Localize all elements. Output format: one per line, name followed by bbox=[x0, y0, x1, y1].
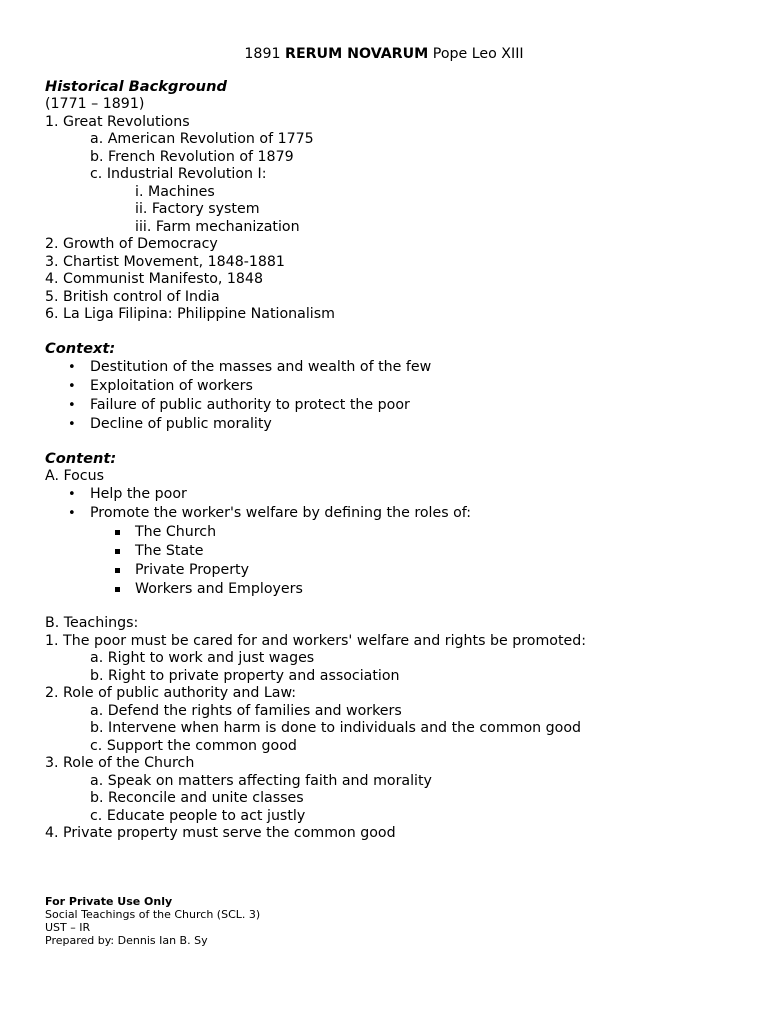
title-author: Pope Leo XIII bbox=[432, 46, 524, 62]
footer-institution: UST – IR bbox=[45, 921, 91, 934]
context-list bbox=[45, 358, 745, 434]
history-item: 5. British control of India bbox=[45, 288, 220, 305]
teaching-subitem: a. Defend the rights of families and workers bbox=[90, 702, 402, 719]
square-bullet-icon bbox=[115, 568, 120, 573]
content-heading: Content: bbox=[45, 449, 117, 467]
teaching-subitem: a. Speak on matters affecting faith and morality bbox=[90, 772, 432, 789]
history-subitem: b. French Revolution of 1879 bbox=[90, 148, 294, 165]
teaching-item: 3. Role of the Church bbox=[45, 755, 195, 771]
focus-bullet: • Help the poor bbox=[68, 486, 187, 502]
teaching-item: 4. Private property must serve the common good bbox=[45, 825, 396, 841]
focus-label: A. Focus bbox=[45, 467, 104, 484]
context-bullet: • Exploitation of workers bbox=[68, 377, 253, 394]
bullet-icon: • bbox=[68, 359, 76, 375]
history-subitem: c. Industrial Revolution I: bbox=[90, 166, 267, 182]
title-year: 1891 bbox=[244, 46, 281, 62]
context-heading: Context: bbox=[45, 339, 116, 357]
historical-period: (1771 – 1891) bbox=[45, 96, 145, 112]
square-bullet-icon bbox=[115, 530, 120, 535]
bullet-icon: • bbox=[68, 397, 76, 413]
footer-course: Social Teachings of the Church (SCL. 3) bbox=[45, 908, 261, 921]
document-page bbox=[45, 44, 745, 843]
document-footer bbox=[45, 895, 260, 947]
history-item: 6. La Liga Filipina: Philippine Nationalism bbox=[45, 306, 335, 322]
historical-background-heading: Historical Background bbox=[45, 78, 227, 95]
document-title bbox=[0, 44, 768, 64]
bullet-icon: • bbox=[68, 416, 76, 432]
bullet-icon: • bbox=[68, 378, 76, 394]
teachings-label: B. Teachings: bbox=[45, 615, 139, 631]
teaching-subitem: c. Support the common good bbox=[90, 737, 297, 754]
role-item: Workers and Employers bbox=[45, 580, 745, 599]
teaching-subitem: c. Educate people to act justly bbox=[90, 807, 306, 824]
teaching-subitem: b. Right to private property and association bbox=[90, 667, 400, 684]
focus-bullet: • Promote the worker's welfare by defining the roles of: bbox=[68, 505, 472, 521]
history-subsubitem: i. Machines bbox=[135, 183, 215, 200]
teaching-subitem: b. Intervene when harm is done to individuals and the common good bbox=[90, 720, 582, 736]
context-bullet: • Destitution of the masses and wealth of the few bbox=[68, 358, 432, 375]
history-item: 2. Growth of Democracy bbox=[45, 236, 218, 252]
teaching-subitem: a. Right to work and just wages bbox=[90, 650, 315, 666]
focus-list bbox=[45, 485, 745, 523]
history-item: 3. Chartist Movement, 1848-1881 bbox=[45, 253, 285, 270]
footer-notice: For Private Use Only bbox=[45, 895, 173, 908]
history-subsubitem: ii. Factory system bbox=[135, 201, 260, 217]
history-subitem: a. American Revolution of 1775 bbox=[90, 131, 314, 147]
role-item: The State bbox=[45, 542, 745, 561]
bullet-icon: • bbox=[68, 506, 76, 521]
teaching-item: 1. The poor must be cared for and workers' welfare and rights be promoted: bbox=[45, 632, 587, 649]
roles-list bbox=[45, 523, 745, 599]
context-bullet: • Failure of public authority to protect the poor bbox=[68, 396, 410, 413]
footer-author: Prepared by: Dennis Ian B. Sy bbox=[45, 934, 208, 947]
title-encyclical: RERUM NOVARUM bbox=[285, 46, 429, 62]
context-bullet: • Decline of public morality bbox=[68, 415, 272, 432]
square-bullet-icon bbox=[115, 549, 120, 554]
history-item: 1. Great Revolutions bbox=[45, 113, 190, 130]
teaching-item: 2. Role of public authority and Law: bbox=[45, 685, 297, 701]
history-item: 4. Communist Manifesto, 1848 bbox=[45, 271, 264, 287]
square-bullet-icon bbox=[115, 587, 120, 592]
history-subsubitem: iii. Farm mechanization bbox=[135, 218, 300, 235]
role-item: The Church bbox=[45, 523, 745, 542]
bullet-icon: • bbox=[68, 487, 76, 502]
role-item: Private Property bbox=[45, 561, 745, 580]
teaching-subitem: b. Reconcile and unite classes bbox=[90, 790, 304, 806]
